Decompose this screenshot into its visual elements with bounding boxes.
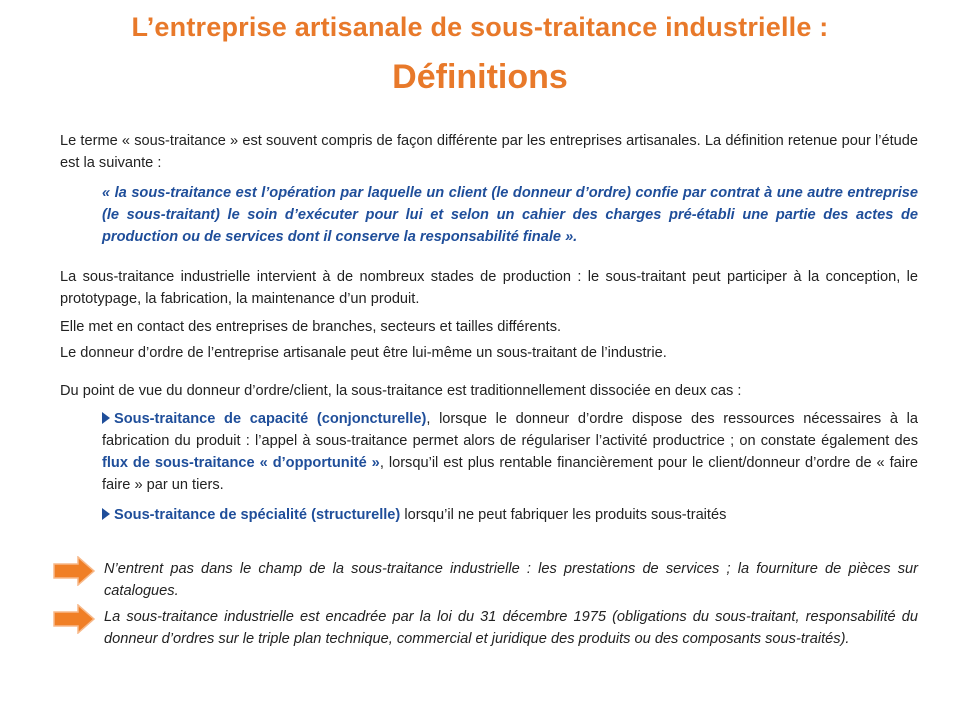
- bullet-capacite-label: Sous-traitance de capacité (conjoncturelle): [114, 411, 427, 427]
- paragraph-donneur: Le donneur d’ordre de l’entreprise artisanale peut être lui-même un sous-traitant de l’industrie.: [60, 345, 667, 361]
- triangle-right-icon: [102, 508, 110, 520]
- paragraph-contact: Elle met en contact des entreprises de branches, secteurs et tailles différents.: [60, 319, 562, 335]
- bullet-capacite-text: , lorsque le donneur d’ordre dispose des ressources nécessaires à la fabrication du produit : l’appel à sous-traitance permet alors de régulariser l’activité productrice ; on constate également des: [102, 411, 918, 449]
- bullet-specialite-text: lorsqu’il ne peut fabriquer les produits sous-traités: [400, 507, 727, 523]
- paragraph-point-de-vue: Du point de vue du donneur d’ordre/client, la sous-traitance est traditionnellement dissociée en deux cas :: [60, 383, 742, 399]
- page-title-line1: L’entreprise artisanale de sous-traitance industrielle :: [131, 12, 829, 42]
- note-loi-1975: La sous-traitance industrielle est encadrée par la loi du 31 décembre 1975 (obligations du sous-traitant, responsabilité du donneur d’ordres sur le triple plan technique, commercial et juridique des produits ou des composants sous-traités).: [104, 609, 918, 647]
- intro-paragraph: Le terme « sous-traitance » est souvent compris de façon différente par les entreprises artisanales. La définition retenue pour l’étude est la suivante :: [60, 133, 918, 171]
- bullet-capacite: [102, 408, 918, 496]
- bullet-capacite-highlight: flux de sous-traitance « d’opportunité »: [102, 455, 380, 471]
- bullet-specialite: [102, 504, 918, 526]
- bullet-specialite-label: Sous-traitance de spécialité (structurelle): [114, 507, 401, 523]
- arrow-right-icon: [52, 604, 96, 634]
- arrow-right-icon: [52, 556, 96, 586]
- page-title-line2: Définitions: [392, 58, 568, 96]
- bullet-capacite-text-end: , lorsqu’il est plus rentable financièrement pour le client/donneur d’ordre de « faire faire » par un tiers.: [102, 455, 918, 493]
- triangle-right-icon: [102, 412, 110, 424]
- paragraph-stades: La sous-traitance industrielle intervient à de nombreux stades de production : le sous-traitant peut participer à la conception, le prototypage, la fabrication, la maintenance d’un produit.: [60, 269, 918, 307]
- note-exclusions: N’entrent pas dans le champ de la sous-traitance industrielle : les prestations de services ; la fourniture de pièces sur catalogues.: [104, 561, 918, 599]
- definition-quote: « la sous-traitance est l’opération par laquelle un client (le donneur d’ordre) confie par contrat à une autre entreprise (le sous-traitant) le soin d’exécuter pour lui et selon un cahier des charges pré-établi une partie des actes de production ou de services dont il conserve la responsabilité finale ».: [102, 185, 918, 245]
